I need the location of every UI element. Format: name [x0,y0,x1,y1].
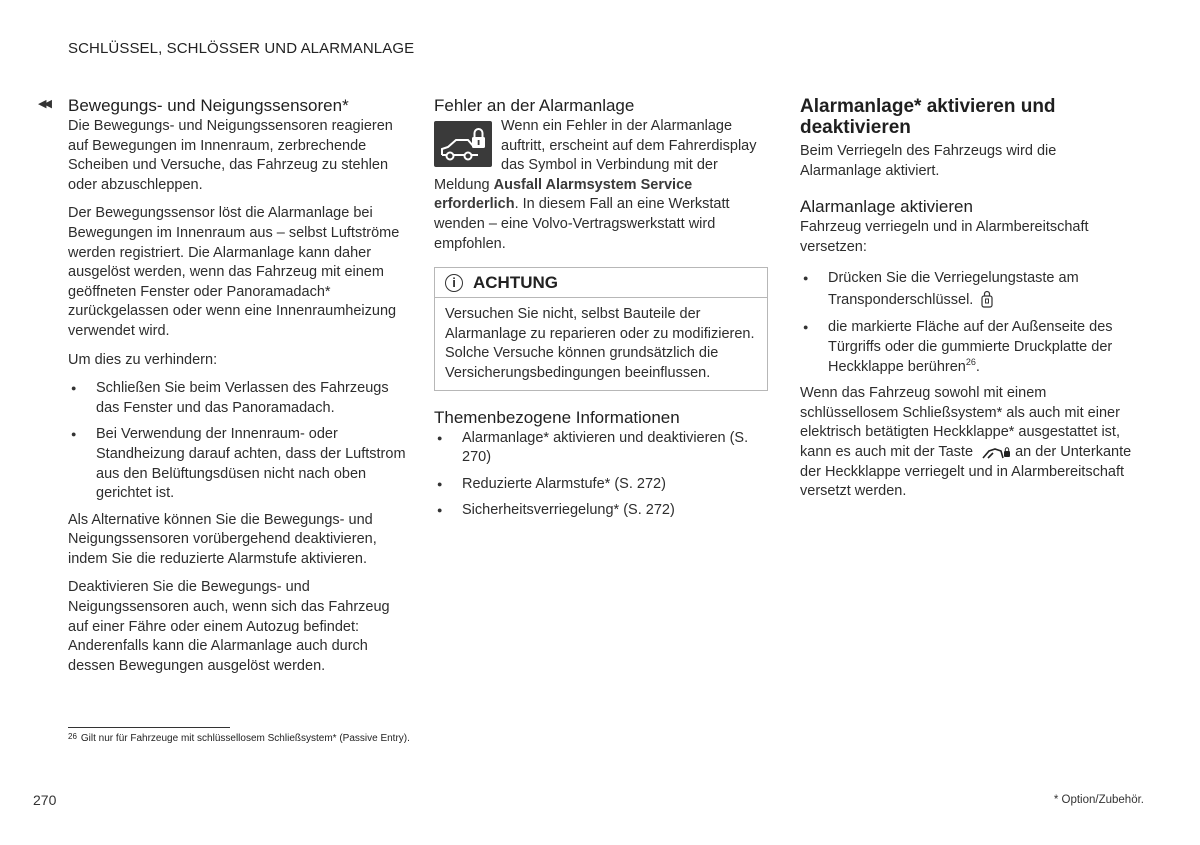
footnote-divider [68,727,230,728]
warning-box [434,267,768,390]
page-number: 270 [33,792,57,808]
paragraph: Deaktivieren Sie die Bewegungs- und Neigungssensoren auch, wenn sich das Fahrzeug auf einer Fähre oder einem Autozug befindet: Anderenfalls kann die Alarmanlage auch durch dessen Bewegungen ausgelöst werden. [68,579,390,674]
column-alarm-activate [800,96,1136,511]
list-item: ● Schließen Sie beim Verlassen des Fahrzeugs das Fenster und das Panoramadach. [68,379,406,418]
paragraph: Der Bewegungssensor löst die Alarmanlage bei Bewegungen im Innenraum aus – selbst Luftströme werden registriert. Die Alarmanlage kann daher ausgelöst werden, wenn das Fahrzeug mit einem geöffneten Fenster oder Panoramadach* zurückgelassen oder wenn eine Innenraumheizung verwendet wird. [68,205,400,339]
key-lock-icon [981,290,993,308]
option-note: * Option/Zubehör. [1053,794,1144,806]
footnote: $^{26}$ Gilt nur für Fahrzeuge mit schlüssellosem Schließsystem* (Passive Entry). [68,732,410,744]
page-header: SCHLÜSSEL, SCHLÖSSER UND ALARMANLAGE [68,40,415,57]
paragraph: Fahrzeug verriegeln und in Alarmbereitschaft versetzen: [800,219,1089,255]
section-heading-alarm-activate: Alarmanlage* aktivieren und deaktivieren [800,96,1056,138]
warning-text: Versuchen Sie nicht, selbst Bauteile der Alarmanlage zu reparieren oder zu modifizieren. Solche Versuche können grundsätzlich die Versicherungsbedingungen beeinflussen. [445,306,755,381]
paragraph: Um dies zu verhindern: [68,351,218,368]
warning-header [435,268,767,298]
paragraph: Die Bewegungs- und Neigungssensoren reagieren auf Bewegungen im Innenraum, zerbrechende Scheiben und Versuche, das Fahrzeug zu stehlen oder abzuschleppen. [68,118,393,193]
paragraph: Als Alternative können Sie die Bewegungs- und Neigungssensoren vorübergehend deaktivieren, indem Sie die reduzierte Alarmstufe aktivieren. [68,511,377,567]
warning-title: ACHTUNG [473,272,558,292]
section-heading-motion-sensors: Bewegungs- und Neigungssensoren* [68,96,349,115]
related-link[interactable]: ● Reduzierte Alarmstufe* (S. 272) [434,475,768,495]
paragraph: Beim Verriegeln des Fahrzeugs wird die Alarmanlage aktiviert. [800,143,1057,179]
paragraph-alarm-fault: Wenn ein Fehler in der Alarmanlage auftritt, erscheint auf dem Fahrerdisplay das Symbol in Verbindung mit der Meldung Ausfall Alarmsystem Service erforderlich. In diesem Fall an eine Werkstatt wenden – eine Volvo-Vertragswerkstatt wird empfohlen. [434,118,757,252]
related-info-heading: Themenbezogene Informationen [434,407,680,427]
related-link[interactable]: ● Alarmanlage* aktivieren und deaktivieren (S. 270) [434,429,768,468]
related-link[interactable]: ● Sicherheitsverriegelung* (S. 272) [434,501,768,521]
section-heading-alarm-fault: Fehler an der Alarmanlage [434,96,635,115]
column-motion-sensors [68,96,406,685]
info-icon: i [445,274,463,292]
paragraph-tailgate-button: Wenn das Fahrzeug sowohl mit einem schlüssellosem Schließsystem* als auch mit einer elektrisch betätigten Heckklappe* ausgestattet ist, kann es auch mit der Taste an der Unterkante der Heckklappe verriegelt und in Alarmbereitschaft versetzt werden. [800,385,1132,500]
column-alarm-fault [434,96,768,528]
message-text: Ausfall Alarmsystem Service erforderlich [434,176,693,213]
list-item: ● Drücken Sie die Verriegelungstaste am Transponderschlüssel. [800,267,1136,311]
list-item: ● die markierte Fläche auf der Außenseite des Türgriffs oder die gummierte Druckplatte der Heckklappe berühren$^{26}$. [800,318,1136,377]
list-item: ● Bei Verwendung der Innenraum- oder Standheizung darauf achten, dass der Luftstrom aus den Belüftungsdüsen nicht nach oben gerichtet ist. [68,425,406,503]
tailgate-lock-button-icon [981,446,1011,460]
sub-heading-alarm-activate: Alarmanlage aktivieren [800,197,973,217]
car-lock-alarm-icon [434,121,492,167]
back-arrow-icon[interactable]: ◀◀ [38,98,49,110]
